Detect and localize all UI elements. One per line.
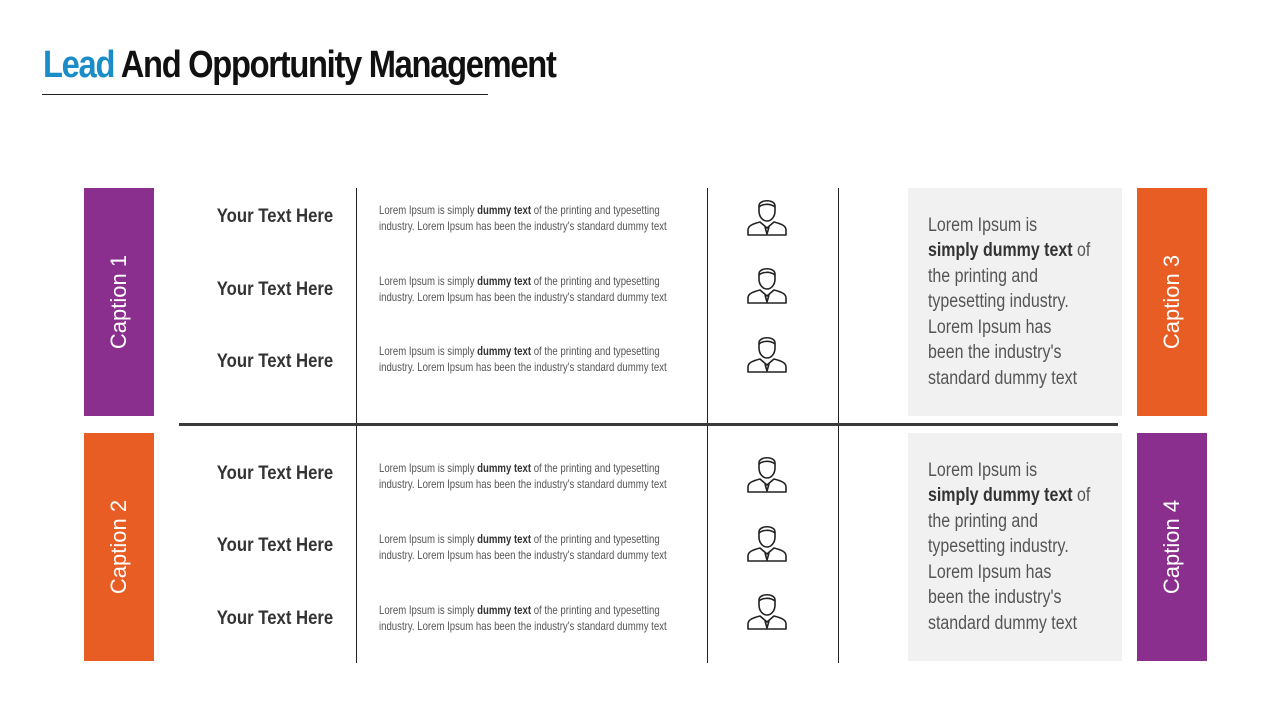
row-2-title: Your Text Here — [216, 279, 334, 300]
row-2-description: Lorem Ipsum is simply dummy text of the printing and typesetting industry. Lorem Ipsum has been the industry's standard dummy text — [379, 274, 667, 304]
side-text-top: Lorem Ipsum is simply dummy text of the printing and typesetting industry. Lorem Ipsum has been the industry's standard dummy text — [928, 214, 1091, 389]
caption-3-label: Caption 3 — [1159, 254, 1184, 350]
person-icon — [746, 331, 788, 373]
row-4-description: Lorem Ipsum is simply dummy text of the printing and typesetting industry. Lorem Ipsum has been the industry's standard dummy text — [379, 461, 667, 491]
page-title — [43, 44, 556, 87]
person-icon — [746, 520, 788, 562]
caption-4-block — [1137, 433, 1207, 661]
person-icon — [746, 194, 788, 236]
person-icon — [746, 451, 788, 493]
title-accent: Lead — [43, 44, 115, 86]
row-6-description: Lorem Ipsum is simply dummy text of the printing and typesetting industry. Lorem Ipsum has been the industry's standard dummy text — [379, 603, 667, 633]
title-rest: And Opportunity Management — [120, 44, 556, 86]
title-underline — [42, 94, 488, 95]
row-3-title: Your Text Here — [216, 351, 334, 372]
caption-2-label: Caption 2 — [106, 499, 131, 595]
horizontal-divider — [179, 423, 1118, 426]
person-icon — [746, 588, 788, 630]
caption-3-block — [1137, 188, 1207, 416]
row-3-description: Lorem Ipsum is simply dummy text of the printing and typesetting industry. Lorem Ipsum has been the industry's standard dummy text — [379, 344, 667, 374]
row-6-title: Your Text Here — [216, 608, 334, 629]
caption-4-label: Caption 4 — [1159, 499, 1184, 595]
row-5-title: Your Text Here — [216, 535, 334, 556]
person-icon — [746, 262, 788, 304]
row-4-title: Your Text Here — [216, 463, 334, 484]
caption-1-label: Caption 1 — [106, 254, 131, 350]
row-1-description: Lorem Ipsum is simply dummy text of the printing and typesetting industry. Lorem Ipsum has been the industry's standard dummy text — [379, 203, 667, 233]
side-text-panel-top — [908, 188, 1122, 416]
side-text-bottom: Lorem Ipsum is simply dummy text of the printing and typesetting industry. Lorem Ipsum has been the industry's standard dummy text — [928, 459, 1091, 634]
row-5-description: Lorem Ipsum is simply dummy text of the printing and typesetting industry. Lorem Ipsum has been the industry's standard dummy text — [379, 532, 667, 562]
row-1-title: Your Text Here — [216, 206, 334, 227]
caption-1-block — [84, 188, 154, 416]
side-text-panel-bottom — [908, 433, 1122, 661]
caption-2-block — [84, 433, 154, 661]
